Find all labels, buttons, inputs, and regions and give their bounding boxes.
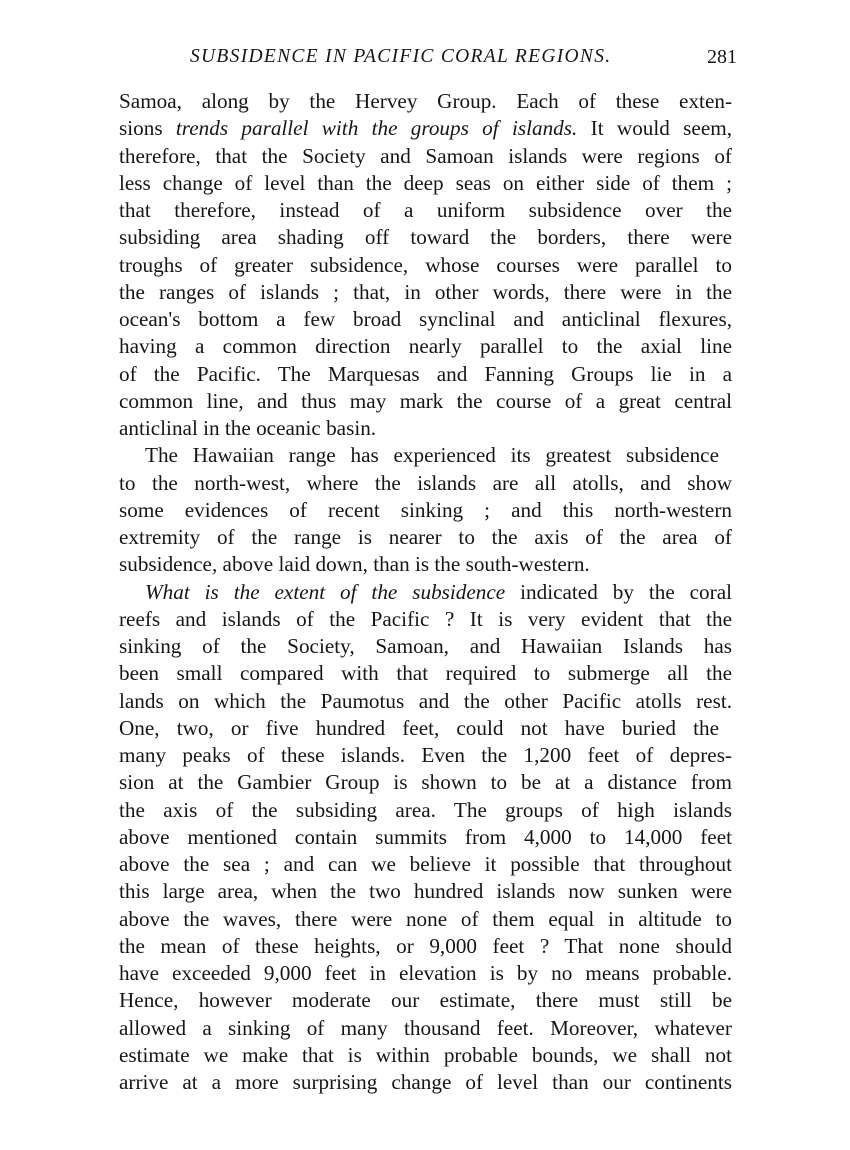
text-line bbox=[119, 824, 732, 851]
text-line bbox=[119, 1015, 732, 1042]
text-line bbox=[119, 497, 732, 524]
text-line bbox=[119, 797, 732, 824]
text-line bbox=[119, 688, 732, 715]
text-segment: indicated by the coral bbox=[505, 579, 732, 604]
text-line bbox=[119, 851, 732, 878]
text-segment: sinking of the Society, Samoan, and Hawaiian Islands has bbox=[119, 634, 732, 658]
running-head bbox=[190, 46, 737, 76]
text-line bbox=[119, 715, 719, 742]
text-line bbox=[119, 88, 732, 115]
text-segment: the mean of these heights, or 9,000 feet ? That none should bbox=[119, 933, 732, 958]
text-line bbox=[119, 415, 732, 442]
italic-phrase: What is the extent of the subsidence bbox=[145, 579, 506, 604]
text-line bbox=[119, 252, 732, 279]
text-line bbox=[119, 878, 732, 905]
text-line bbox=[119, 769, 732, 796]
text-segment: the axis of the subsiding area. The groups of high islands bbox=[119, 797, 732, 822]
text-segment: to the north-west, where the islands are all atolls, and show bbox=[119, 470, 732, 495]
text-line bbox=[119, 960, 732, 987]
italic-phrase: trends parallel with the groups of islands. bbox=[175, 116, 578, 141]
text-segment: Hence, however moderate our estimate, there must still be bbox=[119, 988, 732, 1013]
text-segment: reefs and islands of the Pacific ? It is very evident that the bbox=[119, 606, 732, 631]
running-title: SUBSIDENCE IN PACIFIC CORAL REGIONS. bbox=[190, 46, 612, 67]
text-segment: above mentioned contain summits from 4,000 to 14,000 feet bbox=[119, 824, 732, 849]
text-line bbox=[119, 442, 719, 469]
text-segment: Samoa, along by the Hervey Group. Each of these exten- bbox=[119, 89, 732, 113]
text-line bbox=[119, 333, 732, 360]
text-segment: troughs of greater subsidence, whose courses were parallel to bbox=[119, 252, 732, 277]
body-text bbox=[119, 88, 732, 1096]
text-segment: above the sea ; and can we believe it possible that throughout bbox=[119, 852, 732, 876]
text-line bbox=[119, 470, 732, 497]
text-segment: One, two, or five hundred feet, could not have buried the bbox=[119, 715, 719, 740]
text-segment: ocean's bottom a few broad synclinal and anticlinal flexures, bbox=[119, 307, 732, 331]
text-segment: have exceeded 9,000 feet in elevation is by no means probable. bbox=[119, 961, 732, 985]
text-segment: allowed a sinking of many thousand feet. Moreover, whatever bbox=[119, 1015, 732, 1040]
text-line bbox=[119, 606, 732, 633]
text-segment: that therefore, instead of a uniform subsidence over the bbox=[119, 198, 732, 222]
text-line bbox=[119, 170, 732, 197]
text-segment: subsiding area shading off toward the borders, there were bbox=[119, 225, 732, 250]
text-segment: above the waves, there were none of them equal in altitude to bbox=[119, 906, 732, 931]
text-segment: having a common direction nearly parallel to the axial line bbox=[119, 334, 732, 359]
text-line bbox=[119, 279, 732, 306]
text-line bbox=[119, 633, 732, 660]
text-line bbox=[119, 660, 732, 687]
text-line bbox=[119, 224, 732, 251]
text-segment: It would seem, bbox=[577, 116, 733, 141]
text-segment: estimate we make that is within probable bounds, we shall not bbox=[119, 1042, 732, 1067]
text-line bbox=[119, 143, 732, 170]
text-segment: less change of level than the deep seas on either side of them ; bbox=[119, 170, 732, 195]
text-line bbox=[119, 906, 732, 933]
text-segment: common line, and thus may mark the course of a great central bbox=[119, 388, 732, 413]
text-segment: subsidence, above laid down, than is the south-western. bbox=[119, 552, 590, 577]
text-segment: many peaks of these islands. Even the 1,200 feet of depres- bbox=[119, 743, 732, 767]
text-segment: sion at the Gambier Group is shown to be at a distance from bbox=[119, 770, 732, 795]
text-line bbox=[119, 579, 732, 606]
text-segment: lands on which the Paumotus and the other Pacific atolls rest. bbox=[119, 688, 732, 713]
text-line bbox=[119, 361, 732, 388]
text-line bbox=[119, 933, 732, 960]
text-segment: some evidences of recent sinking ; and this north-western bbox=[119, 497, 732, 522]
text-segment: therefore, that the Society and Samoan islands were regions of bbox=[119, 143, 732, 168]
text-segment: of the Pacific. The Marquesas and Fanning Groups lie in a bbox=[119, 361, 732, 386]
text-segment: arrive at a more surprising change of level than our continents bbox=[119, 1070, 732, 1094]
text-line bbox=[119, 388, 732, 415]
text-line bbox=[119, 306, 732, 333]
text-line bbox=[119, 742, 732, 769]
text-segment: anticlinal in the oceanic basin. bbox=[119, 416, 377, 440]
text-segment: been small compared with that required to submerge all the bbox=[119, 661, 732, 686]
text-segment: this large area, when the two hundred islands now sunken were bbox=[119, 879, 732, 904]
text-line bbox=[119, 1042, 732, 1069]
text-line bbox=[119, 551, 732, 578]
text-line bbox=[119, 987, 732, 1014]
text-line bbox=[119, 197, 732, 224]
text-segment: extremity of the range is nearer to the axis of the area of bbox=[119, 525, 732, 549]
text-segment: the ranges of islands ; that, in other words, there were in the bbox=[119, 279, 732, 304]
text-line bbox=[119, 115, 732, 142]
page-number: 281 bbox=[707, 46, 737, 68]
text-segment: sions bbox=[119, 116, 176, 141]
text-line bbox=[119, 1069, 732, 1096]
text-line bbox=[119, 524, 732, 551]
text-segment: The Hawaiian range has experienced its greatest subsidence bbox=[145, 443, 719, 468]
